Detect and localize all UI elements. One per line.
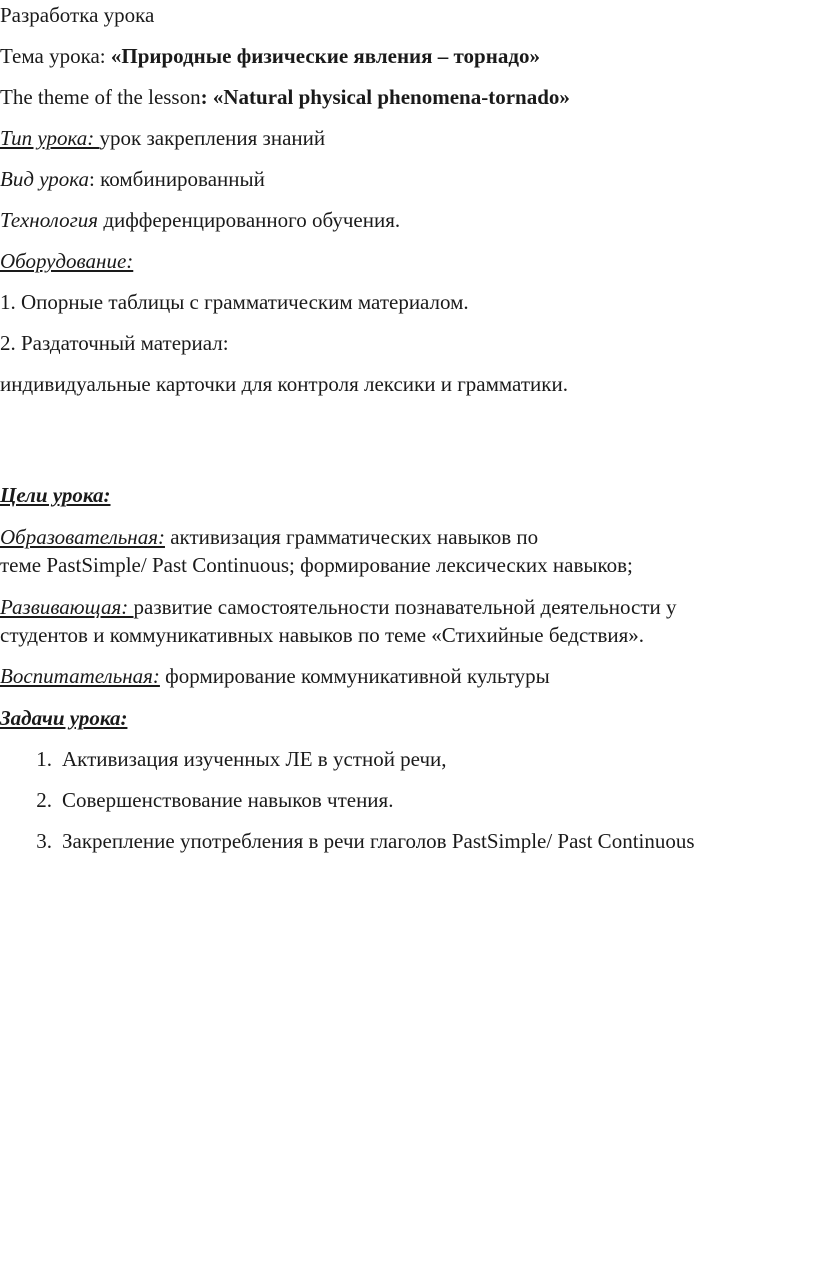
lesson-kind	[0, 166, 265, 192]
goal-developing-line2: студентов и коммуникативных навыков по теме «Стихийные бедствия».	[0, 623, 645, 647]
task-item-1	[22, 746, 447, 772]
task-item-number: 3.	[36, 829, 52, 853]
lesson-type	[0, 125, 325, 151]
task-item-text: Закрепление употребления в речи глаголов PastSimple/ Past Continuous	[62, 829, 695, 853]
equipment-item-2-detail: индивидуальные карточки для контроля лексики и грамматики.	[0, 372, 568, 396]
equipment-label: Оборудование:	[0, 249, 134, 273]
technology-label: Технология	[0, 208, 99, 232]
theme-en	[0, 84, 570, 110]
document-title: Разработка урока	[0, 3, 155, 27]
goals-heading: Цели урока:	[0, 483, 111, 507]
goal-educational	[0, 524, 538, 550]
technology-value: дифференцированного обучения.	[98, 208, 401, 232]
tasks-heading: Задачи урока:	[0, 706, 128, 730]
task-item-2	[22, 787, 393, 813]
lesson-type-value: урок закрепления знаний	[99, 126, 326, 150]
technology	[0, 207, 400, 233]
equipment-item-2: 2. Раздаточный материал:	[0, 331, 229, 355]
goal-developing-label: Развивающая:	[0, 595, 134, 619]
goal-educational-label: Образовательная:	[0, 525, 165, 549]
task-item-number: 2.	[36, 788, 52, 812]
goal-upbringing	[0, 663, 550, 689]
goal-developing	[0, 594, 677, 620]
task-item-text: Активизация изученных ЛЕ в устной речи,	[62, 747, 447, 771]
lesson-kind-label: Вид урока	[0, 167, 90, 191]
goal-developing-text: развитие самостоятельности познавательной деятельности у	[133, 595, 677, 619]
goal-upbringing-text: формирование коммуникативной культуры	[159, 664, 550, 688]
task-item-3	[22, 828, 695, 854]
goal-upbringing-label: Воспитательная:	[0, 664, 160, 688]
theme-en-value: : «Natural physical phenomena-tornado»	[200, 85, 570, 109]
task-item-text: Совершенствование навыков чтения.	[62, 788, 394, 812]
theme-ru-value: «Природные физические явления – торнадо»	[110, 44, 540, 68]
goal-educational-line2: теме PastSimple/ Past Continuous; формирование лексических навыков;	[0, 553, 633, 577]
theme-ru	[0, 43, 540, 69]
theme-en-label: The theme of the lesson	[0, 85, 201, 109]
lesson-type-label: Тип урока:	[0, 126, 100, 150]
lesson-kind-value: : комбинированный	[89, 167, 265, 191]
equipment-item-1: 1. Опорные таблицы с грамматическим материалом.	[0, 290, 469, 314]
theme-ru-label: Тема урока:	[0, 44, 111, 68]
goal-educational-text: активизация грамматических навыков по	[164, 525, 539, 549]
task-item-number: 1.	[36, 747, 52, 771]
